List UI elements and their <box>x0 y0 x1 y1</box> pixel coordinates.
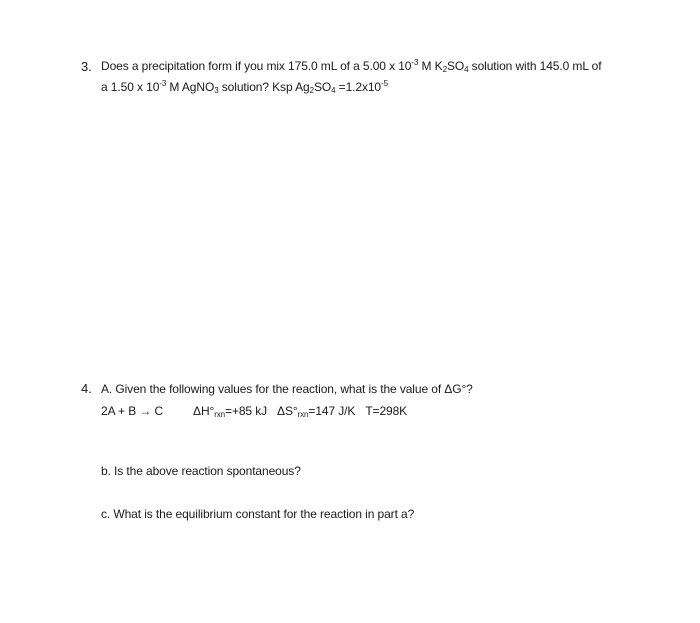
q3-l2-text-c: solution? Ksp Ag <box>218 80 310 94</box>
question-3-number: 3. <box>81 59 92 74</box>
q3-l2-exponent-1: -3 <box>159 79 167 88</box>
q3-l2-text-b: M AgNO <box>166 80 215 94</box>
q3-l2-exponent-2: -5 <box>381 79 388 88</box>
q3-l1-text-a: Does a precipitation form if you mix 175.0 mL of a 5.00 x 10 <box>101 59 412 73</box>
q3-l1-exponent: -3 <box>411 58 419 67</box>
q3-l2-subscript-2: 2 <box>309 86 314 95</box>
question-3-line-2 <box>101 80 388 94</box>
q3-l2-subscript-3: 4 <box>331 86 336 95</box>
delta-s-value: =147 J/K <box>308 404 356 418</box>
question-4-values-line <box>101 404 407 418</box>
q3-l1-subscript-1: 2 <box>442 65 447 74</box>
q3-l2-text-a: a 1.50 x 10 <box>101 80 160 94</box>
temperature-value: T=298K <box>365 404 408 418</box>
reaction-equation: 2A + B → C <box>101 404 164 418</box>
q3-l2-text-e: =1.2x10 <box>335 80 382 94</box>
delta-h-value: =+85 kJ <box>225 404 268 418</box>
q3-l1-subscript-2: 4 <box>464 65 469 74</box>
delta-s-label: ΔS° <box>277 404 298 418</box>
question-4-part-a: A. Given the following values for the reaction, what is the value of ΔG°? <box>101 382 473 396</box>
q3-l1-text-d: solution with 145.0 mL of <box>468 59 602 73</box>
q3-l2-text-d: SO <box>313 80 332 94</box>
question-4-number: 4. <box>81 381 92 396</box>
question-3-line-1 <box>101 59 602 73</box>
delta-s-subscript: rxn <box>297 410 309 419</box>
question-4-part-c: c. What is the equilibrium constant for the reaction in part a? <box>101 507 415 521</box>
q3-l1-text-b: M K <box>418 59 443 73</box>
delta-h-subscript: rxn <box>214 410 226 419</box>
question-4-part-b: b. Is the above reaction spontaneous? <box>101 464 301 478</box>
q3-l2-subscript-1: 3 <box>214 86 219 95</box>
q3-l1-text-c: SO <box>446 59 465 73</box>
delta-h-label: ΔH° <box>193 404 215 418</box>
